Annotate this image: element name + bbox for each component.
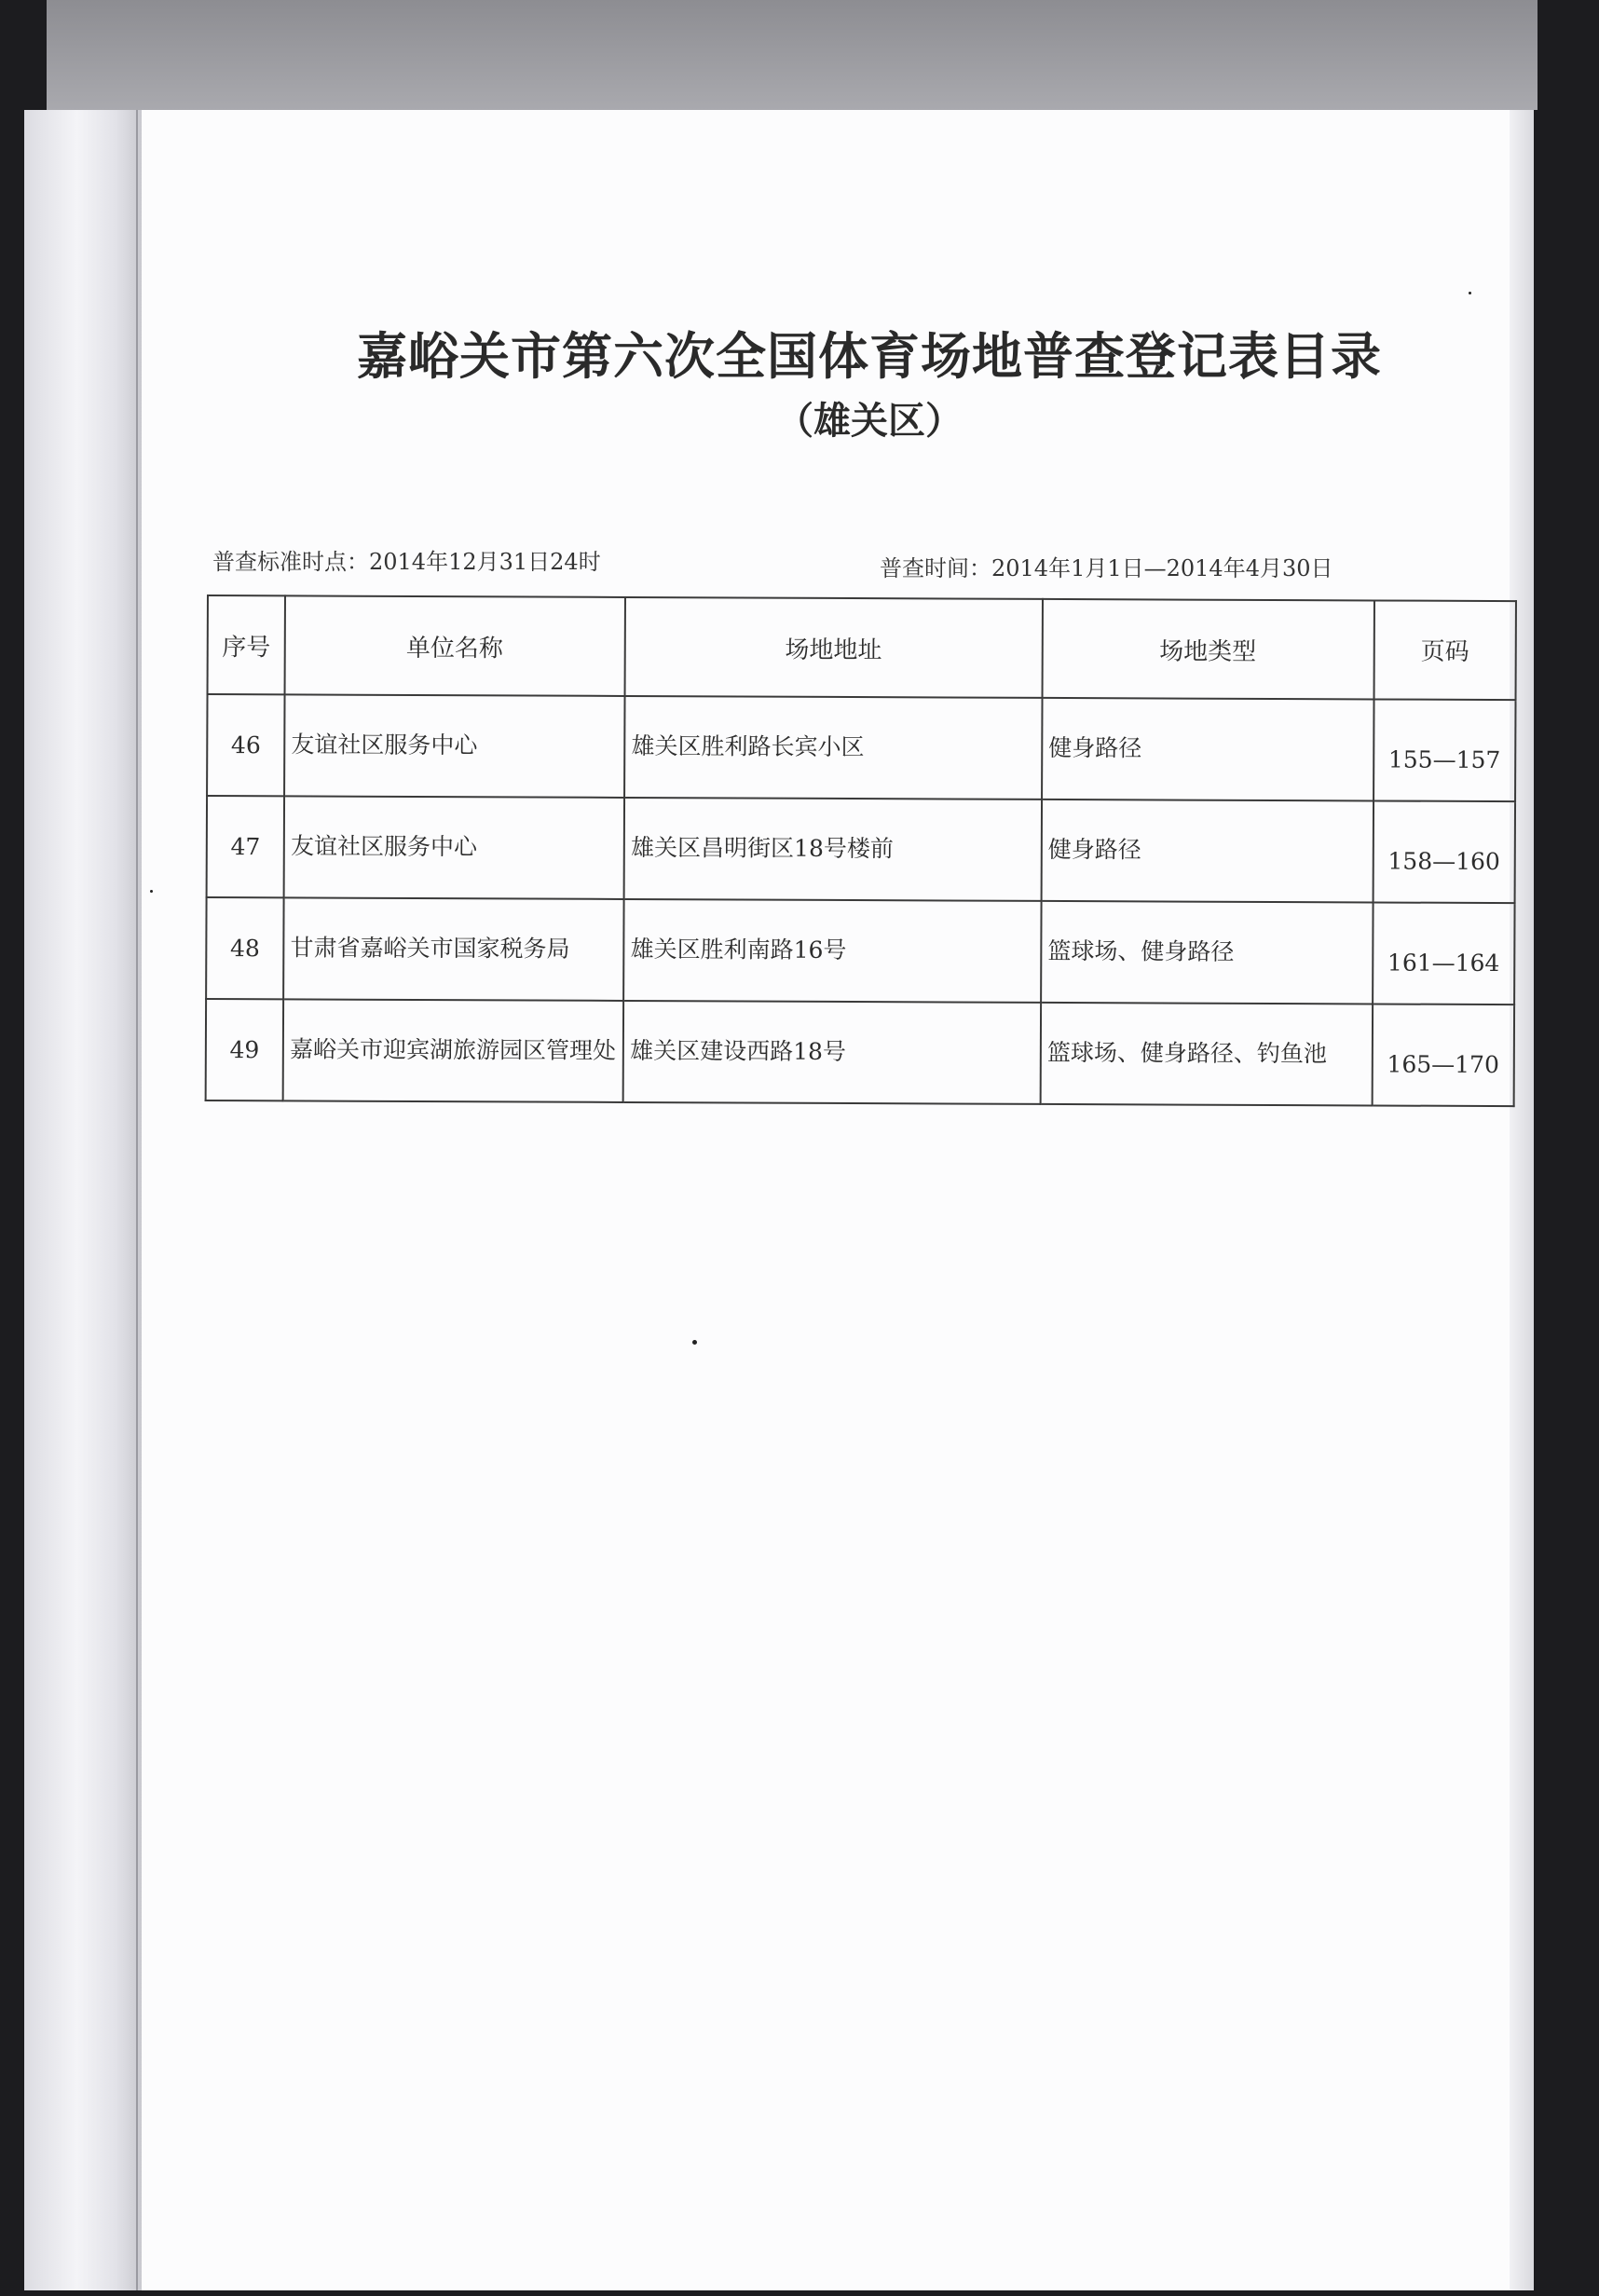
- table-header-row: [208, 595, 1516, 700]
- cell-unit: 嘉峪关市迎宾湖旅游园区管理处: [283, 999, 624, 1102]
- cell-no: 49: [206, 999, 284, 1100]
- cell-address: 雄关区胜利路长宾小区: [624, 696, 1042, 800]
- scan-speck: [150, 890, 153, 893]
- cell-no: 48: [206, 897, 284, 999]
- scan-speck: [692, 1340, 697, 1345]
- scan-speck: [1469, 292, 1471, 294]
- cell-page: 161—164: [1373, 902, 1515, 1004]
- table-row: [207, 694, 1515, 801]
- standard-time: 普查标准时点：2014年12月31日24时: [212, 549, 601, 575]
- cell-address: 雄关区建设西路18号: [623, 1001, 1041, 1104]
- cell-type: 健身路径: [1042, 800, 1374, 903]
- background-sheet: [47, 0, 1538, 110]
- cell-no: 46: [207, 694, 285, 796]
- header-no: 序号: [208, 595, 286, 694]
- cell-type: 篮球场、健身路径、钓鱼池: [1041, 1003, 1373, 1106]
- table-row: [207, 796, 1515, 903]
- header-unit: 单位名称: [285, 595, 626, 696]
- cell-no: 47: [207, 796, 285, 897]
- survey-period: 普查时间：2014年1月1日—2014年4月30日: [880, 555, 1333, 581]
- cell-unit: 友谊社区服务中心: [284, 796, 625, 899]
- header-address: 场地地址: [625, 597, 1043, 698]
- cell-unit: 友谊社区服务中心: [284, 694, 625, 798]
- cell-address: 雄关区昌明街区18号楼前: [624, 798, 1042, 901]
- cell-unit: 甘肃省嘉峪关市国家税务局: [283, 897, 624, 1001]
- cell-page: 155—157: [1374, 699, 1516, 801]
- header-page: 页码: [1374, 600, 1516, 700]
- cell-type: 篮球场、健身路径: [1041, 901, 1373, 1004]
- document-title: 嘉峪关市第六次全国体育场地普查登记表目录: [357, 326, 1382, 386]
- document-subtitle: （雄关区）: [776, 399, 963, 443]
- table-row: [206, 999, 1514, 1106]
- directory-table: [205, 594, 1517, 1107]
- header-type: 场地类型: [1043, 599, 1374, 700]
- cell-page: 165—170: [1372, 1004, 1514, 1106]
- cell-type: 健身路径: [1042, 698, 1374, 801]
- cell-page: 158—160: [1373, 800, 1515, 903]
- cell-address: 雄关区胜利南路16号: [623, 899, 1041, 1003]
- table-row: [206, 897, 1514, 1004]
